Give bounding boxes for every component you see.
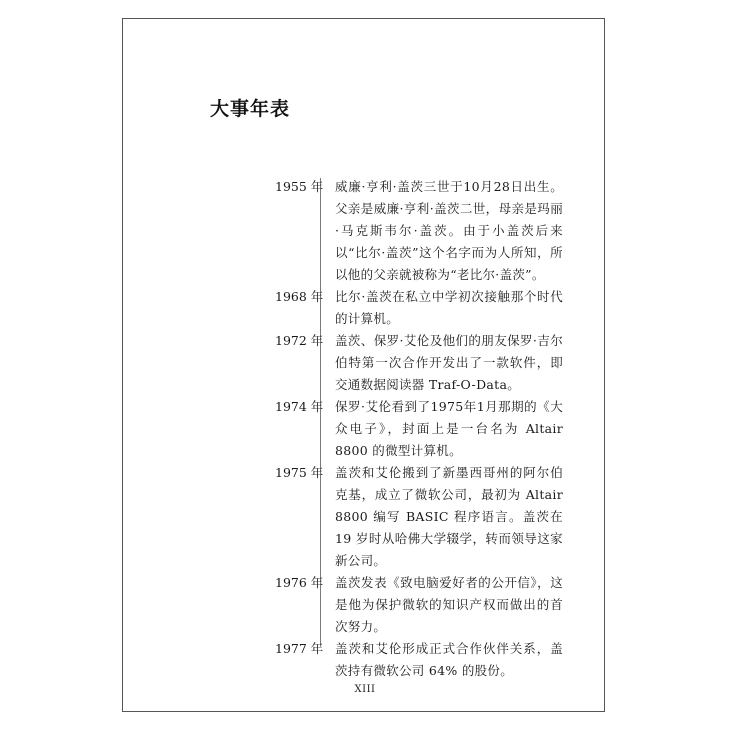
entry-year: 1955 年 [275, 179, 324, 194]
entry-text: 比尔·盖茨在私立中学初次接触那个时代的计算机。 [335, 289, 563, 326]
entry-text: 盖茨发表《致电脑爱好者的公开信》，这是他为保护微软的知识产权而做出的首次努力。 [335, 575, 563, 634]
entry-year: 1968 年 [275, 289, 324, 304]
entry-text: 保罗·艾伦看到了1975年1月那期的《大众电子》，封面上是一台名为 Altair 8800 的微型计算机。 [335, 399, 563, 458]
entry-year: 1972 年 [275, 333, 324, 348]
entry-year: 1974 年 [275, 399, 324, 414]
page-number: XIII [354, 684, 376, 695]
entry-text: 盖茨和艾伦搬到了新墨西哥州的阿尔伯克基，成立了微软公司，最初为 Altair 8800 编写 BASIC 程序语言。盖茨在 19 岁时从哈佛大学辍学，转而领导这家新公司。 [335, 465, 563, 568]
timeline-entry [275, 462, 575, 572]
page-title: 大事年表 [210, 98, 291, 120]
entry-text: 盖茨、保罗·艾伦及他们的朋友保罗·吉尔伯特第一次合作开发出了一款软件，即交通数据阅读器 Traf-O-Data。 [335, 333, 563, 392]
entry-year: 1975 年 [275, 465, 324, 480]
timeline-entry [275, 638, 575, 682]
timeline-entry [275, 286, 575, 330]
entry-year: 1977 年 [275, 641, 324, 656]
entry-text: 威廉·亨利·盖茨三世于10月28日出生。父亲是威廉·亨利·盖茨二世，母亲是玛丽·马克斯韦尔·盖茨。由于小盖茨后来以“比尔·盖茨”这个名字而为人所知，所以他的父亲就被称为“老比尔·盖茨”。 [335, 179, 563, 282]
timeline-entry [275, 396, 575, 462]
timeline-entry [275, 330, 575, 396]
timeline-entry [275, 572, 575, 638]
timeline [275, 176, 575, 682]
timeline-entry [275, 176, 575, 286]
entry-text: 盖茨和艾伦形成正式合作伙伴关系，盖茨持有微软公司 64% 的股份。 [335, 641, 563, 678]
entry-year: 1976 年 [275, 575, 324, 590]
